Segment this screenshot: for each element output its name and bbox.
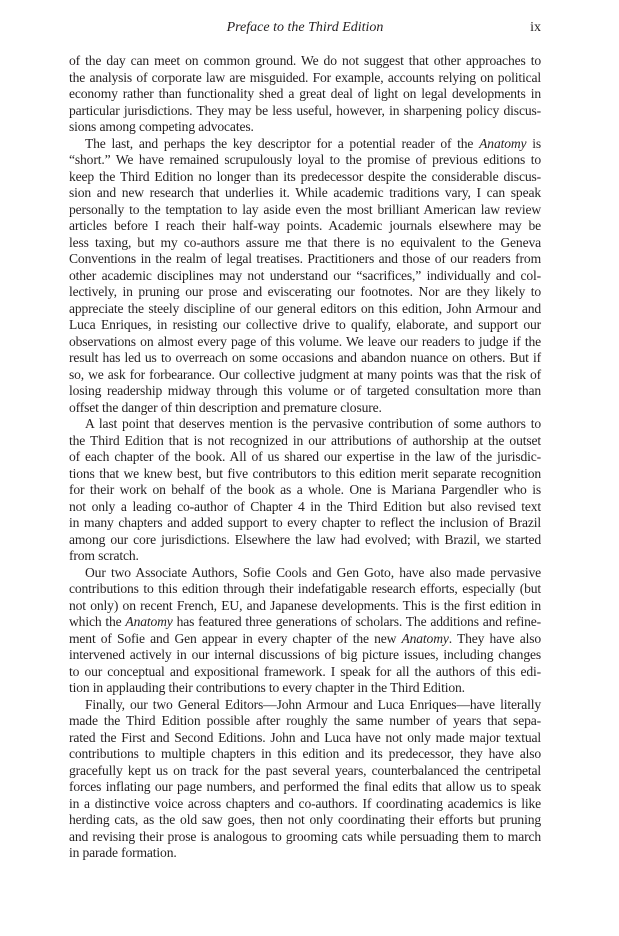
italic-title: Anatomy <box>401 630 449 646</box>
text-line: made the Third Edition possible after roughly the same number of years that sepa- <box>69 713 541 728</box>
page-number: ix <box>530 20 541 35</box>
text-line: The last, and perhaps the key descriptor for a potential reader of the Anatomy is <box>85 135 542 151</box>
text-line: Conventions in the realm of legal treatises. Practitioners and those of our readers from <box>69 251 541 266</box>
paragraph <box>69 565 541 697</box>
text-line: in parade formation. <box>69 845 177 860</box>
text-line: ment of Sofie and Gen appear in every chapter of the new Anatomy. They have also <box>69 630 542 646</box>
text-line: of each chapter of the book. All of us shared our expertise in the law of the jurisdic- <box>69 449 541 464</box>
paragraph <box>69 697 541 862</box>
text-line: in many chapters and added support to every chapter to reflect the inclusion of Brazil <box>69 515 541 530</box>
text-line: appreciate the steely discipline of our general editors on this edition, John Armour and <box>69 300 541 316</box>
paragraph <box>69 416 541 565</box>
text-line: of the day can meet on common ground. We do not suggest that other approaches to <box>69 53 541 68</box>
text-line: other academic disciplines may not understand our “sacrifices,” individually and col- <box>69 267 541 283</box>
text-line: among our core jurisdictions. Elsewhere the law had evolved; with Brazil, we started <box>69 531 541 547</box>
text-line: herding cats, as the old saw goes, then not only coordinating their efforts but pruning <box>69 812 541 827</box>
text-line: “short.” We have remained scrupulously loyal to the promise of previous editions to <box>69 152 541 167</box>
text-line: less taxing, but my co-authors assure me that there is no equivalent to the Geneva <box>69 234 541 250</box>
text-line: contributions to multiple chapters in this edition and its predecessor, they have also <box>69 746 541 761</box>
paragraph <box>69 136 541 417</box>
text-line: tion in applauding their contributions to every chapter in the Third Edition. <box>69 680 465 695</box>
italic-title: Anatomy <box>125 614 173 629</box>
text-line: the Third Edition that is not recognized in our attributions of authorship at the outset <box>69 432 541 448</box>
text-line: offset the danger of thin description and premature closure. <box>69 399 382 415</box>
text-line: lectively, in pruning our prose and eviscerating our footnotes. Nor are they likely to <box>69 284 541 299</box>
text-line: observations on almost every page of this volume. We leave our readers to judge if the <box>69 333 541 349</box>
text-line: forces inflating our page numbers, and performed the final edits that allow us to speak <box>69 779 541 794</box>
text-line: gracefully kept us on track for the past several years, counterbalanced the centripetal <box>69 762 541 778</box>
text-line: so, we ask for forbearance. Our collective judgment at many points was that the risk of <box>69 366 541 382</box>
text-line: for their work on behalf of the book as a whole. One is Mariana Pargendler who is <box>69 482 541 497</box>
text-line: from scratch. <box>69 548 139 563</box>
text-line: Our two Associate Authors, Sofie Cools and Gen Goto, have also made pervasive <box>85 564 541 580</box>
text-line: Luca Enriques, in resisting our collective drive to qualify, elaborate, and support our <box>69 317 541 332</box>
italic-title: Anatomy <box>479 135 527 151</box>
text-line: which the Anatomy has featured three generations of scholars. The additions and refine- <box>69 614 541 629</box>
text-line: personally to the temptation to lay aside even the most brilliant American law review <box>69 201 541 217</box>
text-line: result has led us to overreach on some occasions and abandon nuance on others. But if <box>69 350 541 365</box>
text-line: contributions to this edition through their indefatigable research efforts, especially (but <box>69 581 541 596</box>
running-head: Preface to the Third Edition <box>226 20 384 35</box>
text-line: intervened actively in our internal discussions of big picture issues, including changes <box>69 647 541 662</box>
paragraph <box>69 53 541 136</box>
text-line: Finally, our two General Editors—John Armour and Luca Enriques—have literally <box>85 696 541 712</box>
text-line: sions among competing advocates. <box>69 119 254 134</box>
text-line: not only a leading co-author of Chapter 4 in the Third Edition but also revised text <box>69 498 541 514</box>
text-line: sion and new research that underlies it. While academic traditions vary, I can speak <box>69 185 541 200</box>
page-header <box>69 20 541 40</box>
text-line: A last point that deserves mention is the pervasive contribution of some authors to <box>85 416 541 431</box>
text-line: the analysis of corporate law are misguided. For example, accounts relying on political <box>69 69 541 85</box>
text-line: particular jurisdictions. They may be less useful, however, in sharpening policy discus- <box>69 102 541 118</box>
text-line: and revising their prose is analogous to grooming cats while persuading them to march <box>69 828 541 844</box>
text-line: tions that we knew best, but five contributors to this edition merit separate recognition <box>69 465 541 481</box>
text-line: to our conceptual and expositional framework. I speak for all the authors of this edi- <box>69 663 541 679</box>
text-line: in a distinctive voice across chapters and co-authors. If coordinating academics is like <box>69 795 541 811</box>
text-line: rated the First and Second Editions. John and Luca have not only made major textual <box>69 729 541 745</box>
text-line: keep the Third Edition no longer than its predecessor despite the considerable discus- <box>69 168 541 184</box>
text-line: articles before I reach their half-way points. Academic journals elsewhere may be <box>69 218 541 233</box>
text-line: losing readership midway through this volume or of targeted consultation more than <box>69 383 541 398</box>
text-line: economy rather than functionality shed a great deal of light on legal developments in <box>69 86 541 101</box>
text-line: not only) on recent French, EU, and Japanese developments. This is the first edition in <box>69 597 541 613</box>
body-text <box>69 53 541 862</box>
